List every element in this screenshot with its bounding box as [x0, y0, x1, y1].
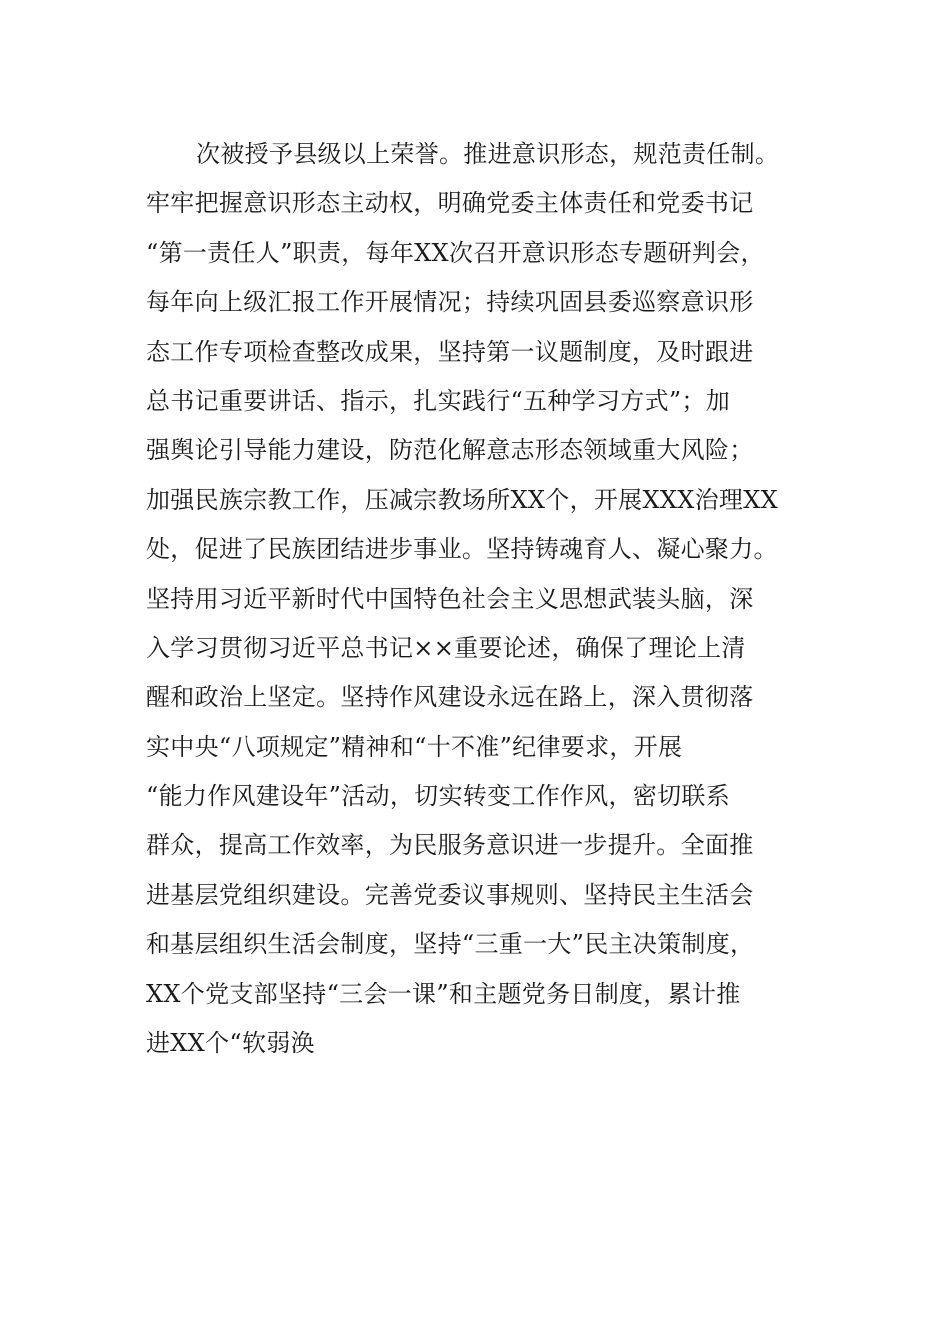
body-paragraph — [146, 130, 826, 1068]
paragraph-line: 总书记重要讲话、指示，扎实践行“五种学习方式”；加 — [146, 386, 731, 415]
paragraph-line: 和基层组织生活会制度，坚持“三重一大”民主决策制度， — [146, 930, 755, 959]
paragraph-line: 坚持用习近平新时代中国特色社会主义思想武装头脑，深 — [146, 584, 754, 613]
paragraph-line: 实中央“八项规定”精神和“十不准”纪律要求，开展 — [146, 732, 683, 761]
paragraph-line: 进XX个“软弱涣 — [146, 1029, 315, 1058]
paragraph-line: 醒和政治上坚定。坚持作风建设永远在路上，深入贯彻落 — [146, 683, 754, 712]
paragraph-line: 群众，提高工作效率，为民服务意识进一步提升。全面推 — [146, 831, 754, 860]
paragraph-line: 每年向上级汇报工作开展情况；持续巩固县委巡察意识形 — [146, 288, 754, 317]
paragraph-line: XX个党支部坚持“三会一课”和主题党务日制度，累计推 — [146, 979, 741, 1008]
paragraph-line: 强舆论引导能力建设，防范化解意志形态领域重大风险； — [146, 436, 754, 465]
paragraph-line: 态工作专项检查整改成果，坚持第一议题制度，及时跟进 — [146, 337, 754, 366]
paragraph-line: “能力作风建设年”活动，切实转变工作作风，密切联系 — [146, 782, 731, 811]
paragraph-line: 次被授予县级以上荣誉。推进意识形态，规范责任制。 — [196, 140, 780, 168]
paragraph-line: 进基层党组织建设。完善党委议事规则、坚持民主生活会 — [146, 880, 754, 909]
paragraph-line: 牢牢把握意识形态主动权，明确党委主体责任和党委书记 — [146, 189, 754, 218]
paragraph-line: 处，促进了民族团结进步事业。坚持铸魂育人、凝心聚力。 — [146, 535, 778, 564]
paragraph-line: 加强民族宗教工作，压减宗教场所XX个，开展XXX治理XX — [146, 485, 778, 514]
paragraph-line: 入学习贯彻习近平总书记××重要论述，确保了理论上清 — [146, 633, 746, 662]
paragraph-line: “第一责任人”职责，每年XX次召开意识形态专题研判会， — [146, 238, 765, 267]
